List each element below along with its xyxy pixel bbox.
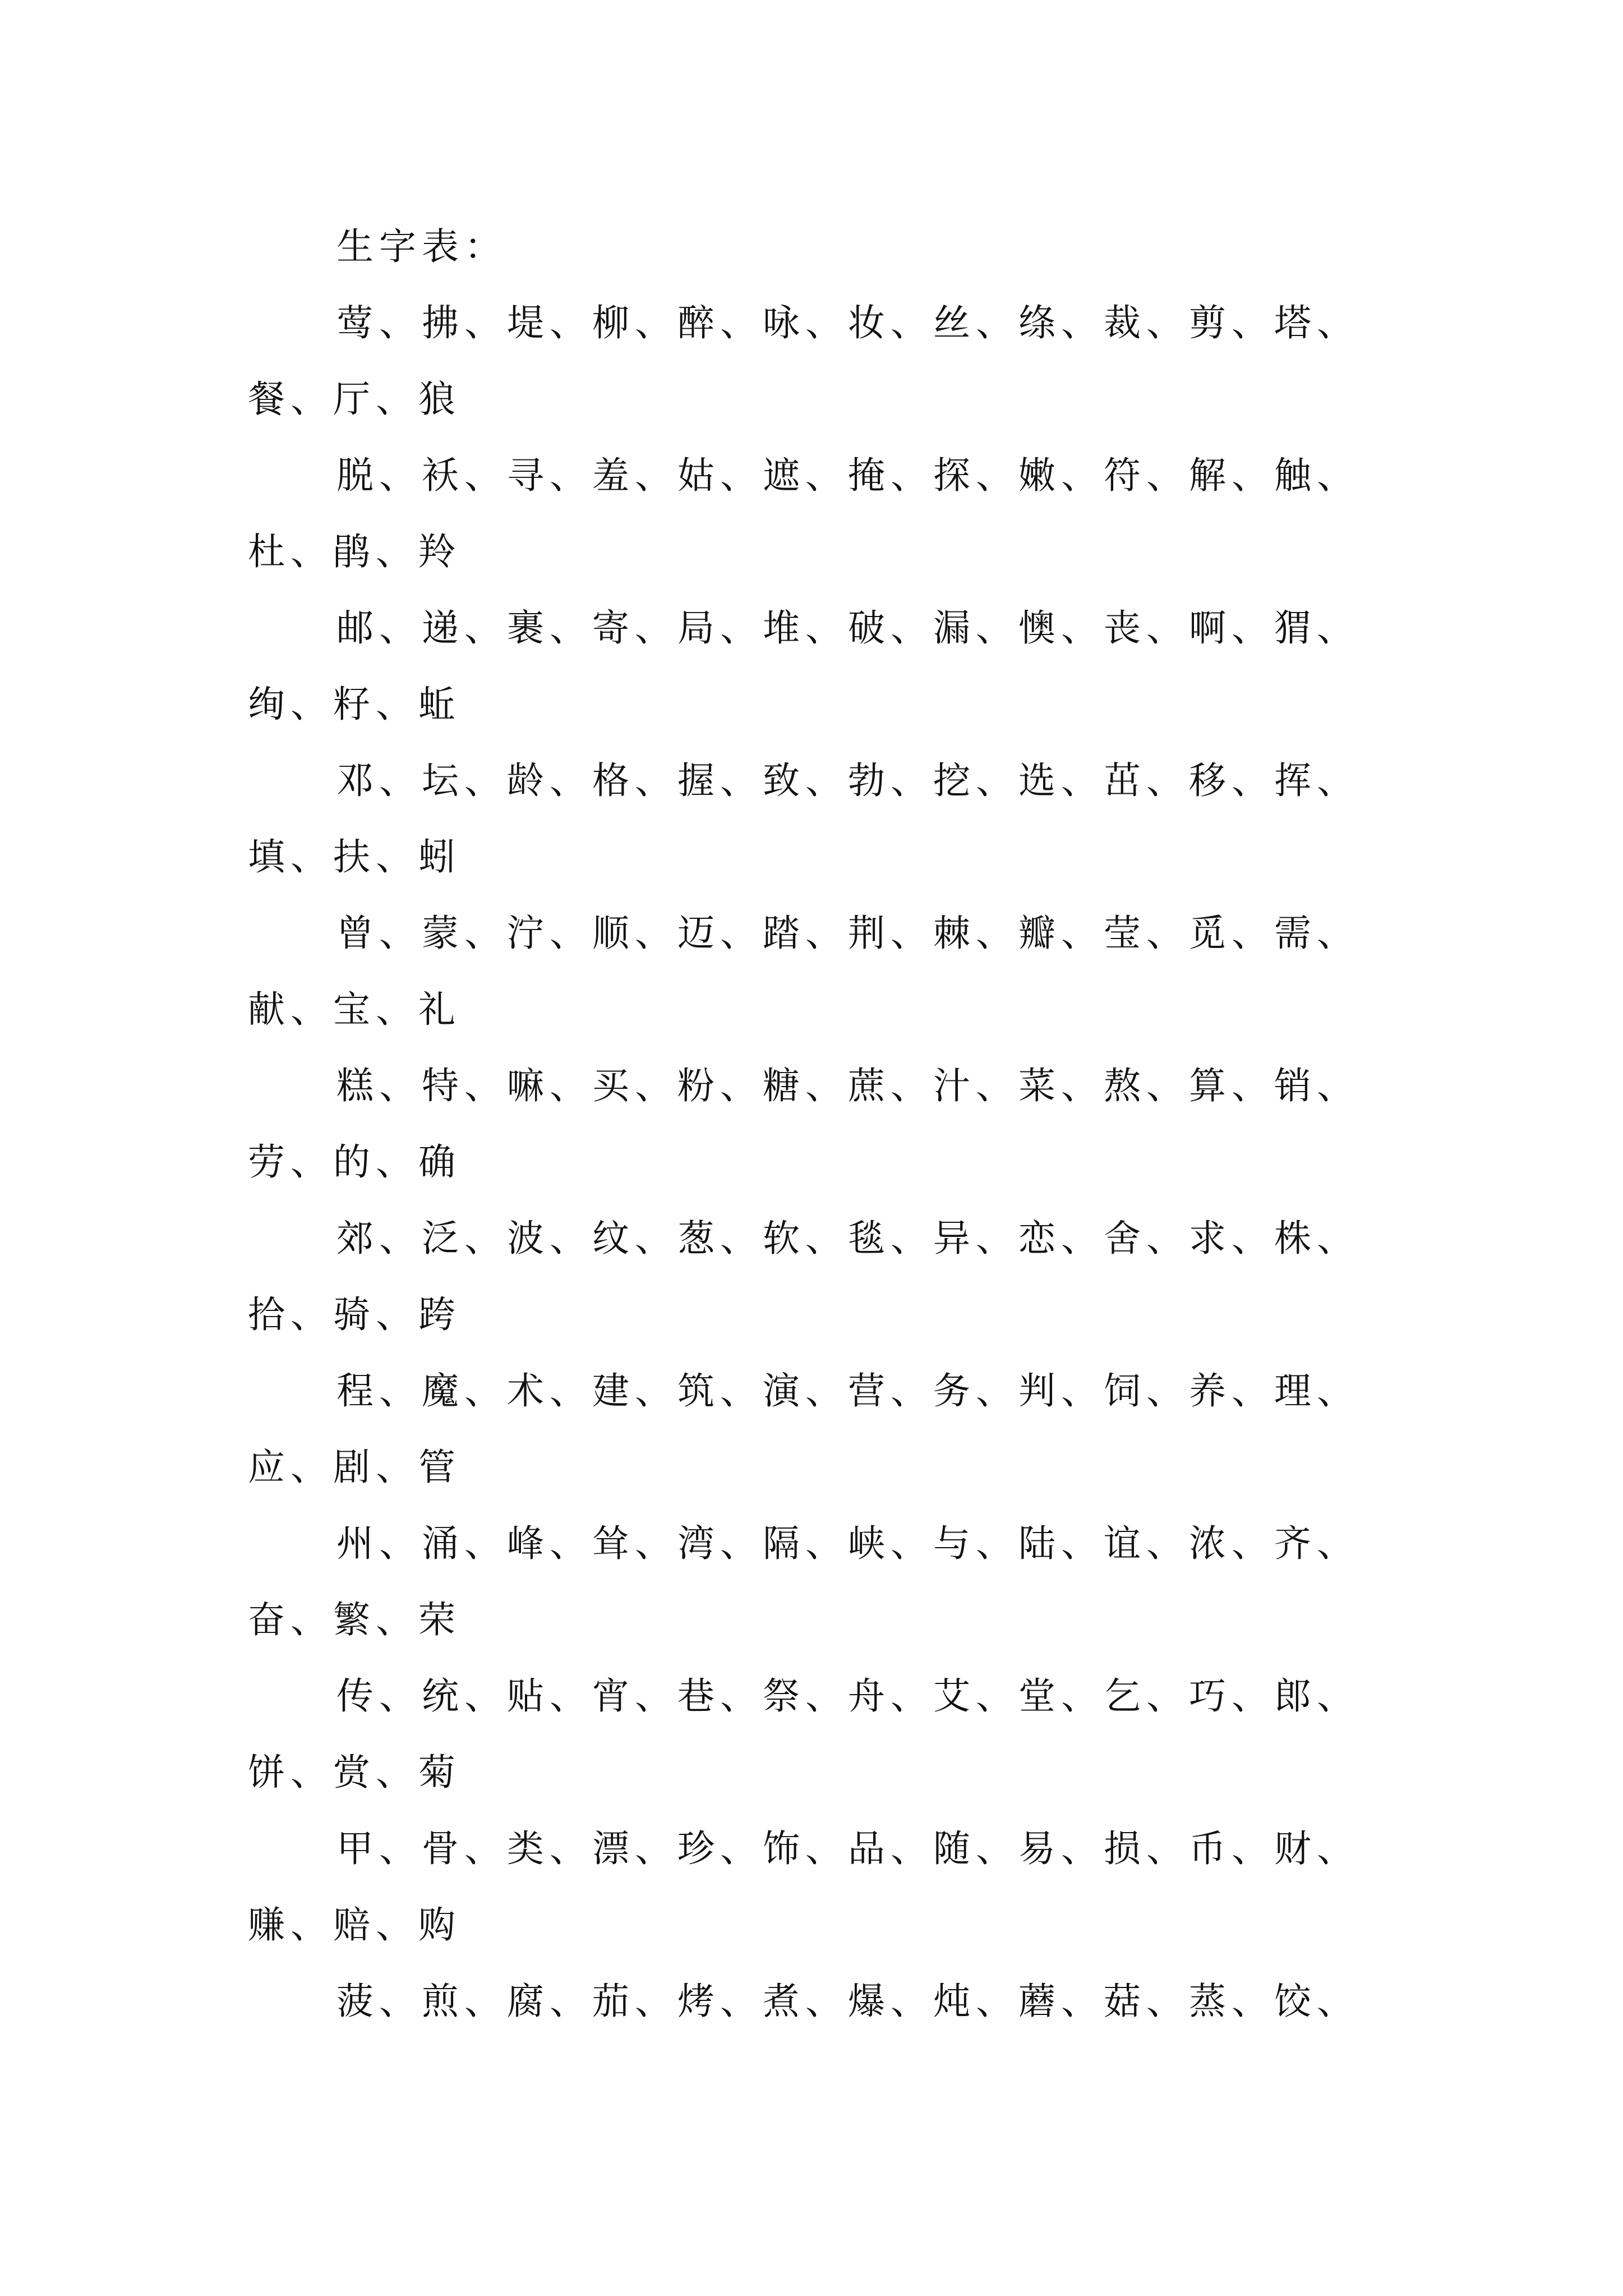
character-line: 奋、繁、荣 — [248, 1598, 461, 1641]
character-line: 饼、赏、菊 — [248, 1751, 461, 1794]
character-group-9 — [248, 1506, 1409, 1658]
character-line: 脱、袄、寻、羞、姑、遮、掩、探、嫩、符、解、触、 — [336, 454, 1359, 497]
character-line: 餐、厅、狼 — [248, 378, 461, 421]
character-line: 糕、特、嘛、买、粉、糖、蔗、汁、菜、熬、算、销、 — [336, 1064, 1359, 1107]
character-group-7 — [248, 1200, 1409, 1353]
character-group-5 — [248, 895, 1409, 1048]
character-line: 程、魔、术、建、筑、演、营、务、判、饲、养、理、 — [336, 1369, 1359, 1412]
character-line: 劳、的、确 — [248, 1140, 461, 1184]
character-line: 邮、递、裹、寄、局、堆、破、漏、懊、丧、啊、猬、 — [336, 606, 1359, 650]
character-line: 莺、拂、堤、柳、醉、咏、妆、丝、绦、裁、剪、塔、 — [336, 301, 1359, 344]
character-group-12 — [248, 1963, 1409, 2040]
character-line: 拾、骑、跨 — [248, 1293, 461, 1336]
character-group-1 — [248, 285, 1409, 438]
heading-new-characters: 生字表： — [336, 225, 507, 268]
character-line: 邓、坛、龄、格、握、致、勃、挖、选、茁、移、挥、 — [336, 759, 1359, 802]
character-line: 州、涌、峰、耸、湾、隔、峡、与、陆、谊、浓、齐、 — [336, 1522, 1359, 1565]
character-line: 传、统、贴、宵、巷、祭、舟、艾、堂、乞、巧、郎、 — [336, 1674, 1359, 1718]
character-group-6 — [248, 1048, 1409, 1200]
character-line: 杜、鹃、羚 — [248, 530, 461, 573]
character-line: 曾、蒙、泞、顺、迈、踏、荆、棘、瓣、莹、觅、需、 — [336, 912, 1359, 955]
character-group-2 — [248, 438, 1409, 590]
character-line: 献、宝、礼 — [248, 988, 461, 1031]
character-line: 绚、籽、蚯 — [248, 683, 461, 726]
character-group-10 — [248, 1658, 1409, 1811]
character-group-3 — [248, 590, 1409, 743]
character-line: 甲、骨、类、漂、珍、饰、品、随、易、损、币、财、 — [336, 1827, 1359, 1870]
character-group-4 — [248, 743, 1409, 895]
character-line: 填、扶、蚓 — [248, 835, 461, 878]
character-line: 菠、煎、腐、茄、烤、煮、爆、炖、蘑、菇、蒸、饺、 — [336, 1980, 1359, 2023]
character-line: 赚、赔、购 — [248, 1903, 461, 1947]
document-body — [248, 209, 1409, 2040]
character-group-11 — [248, 1811, 1409, 1963]
character-line: 应、剧、管 — [248, 1446, 461, 1489]
character-group-8 — [248, 1353, 1409, 1506]
character-line: 郊、泛、波、纹、葱、软、毯、异、恋、舍、求、株、 — [336, 1217, 1359, 1260]
